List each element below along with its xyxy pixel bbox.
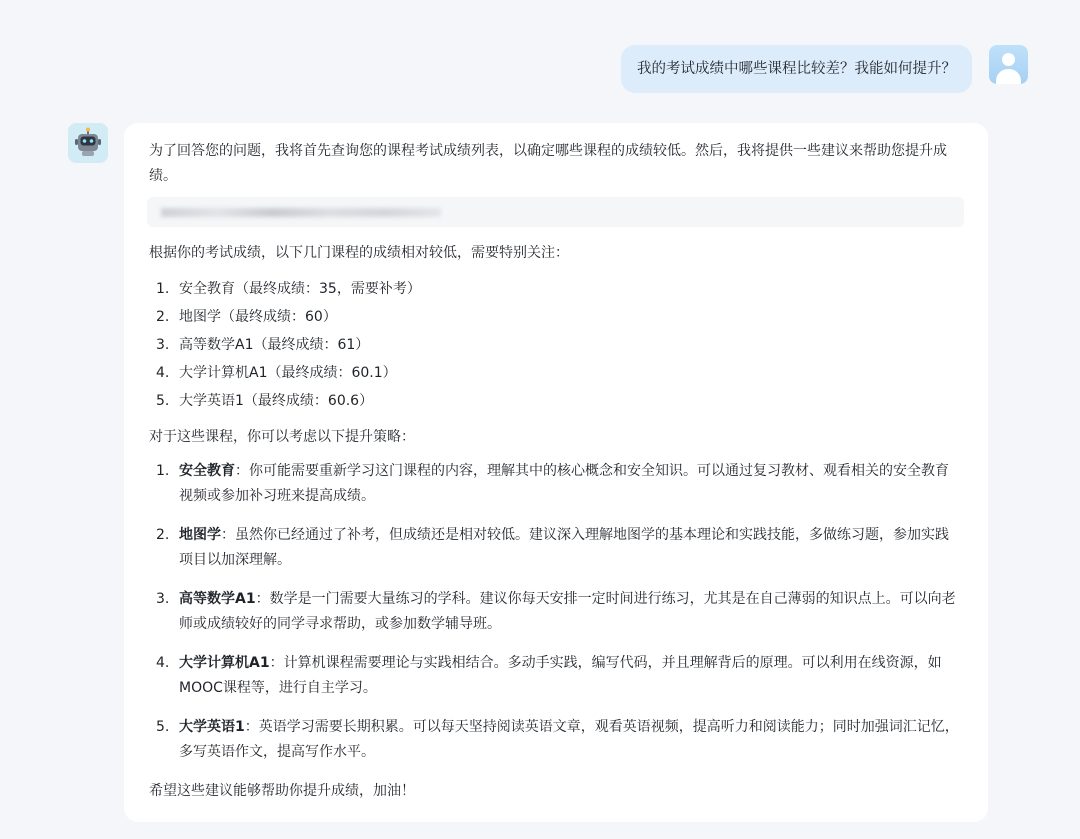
- list-item: 5. 大学英语1：英语学习需要长期积累。可以每天坚持阅读英语文章，观看英语视频，提高听力和阅读能力；同时加强词汇记忆，多写英语作文，提高写作水平。: [156, 719, 959, 760]
- list-item: 2. 地图学：虽然你已经通过了补考，但成绩还是相对较低。建议深入理解地图学的基本理论和实践技能，多做练习题，参加实践项目以加深理解。: [156, 527, 949, 568]
- list-item: 3. 高等数学A1：数学是一门需要大量练习的学科。建议你每天安排一定时间进行练习，尤其是在自己薄弱的知识点上。可以向老师或成绩较好的同学寻求帮助，或参加数学辅导班。: [156, 591, 956, 632]
- summary-heading: 根据你的考试成绩，以下几门课程的成绩相对较低，需要特别关注：: [149, 245, 569, 261]
- assistant-message-card: [124, 123, 988, 822]
- list-item: 1. 安全教育（最终成绩：35，需要补考）: [156, 281, 421, 297]
- user-message-row: [621, 45, 1028, 93]
- robot-icon: [68, 123, 108, 163]
- list-item: 4. 大学计算机A1（最终成绩：60.1）: [156, 365, 397, 381]
- tool-call-bar[interactable]: [147, 197, 964, 227]
- blurred-tool-call-text: [161, 208, 441, 217]
- strategy-heading: 对于这些课程，你可以考虑以下提升策略：: [149, 429, 415, 445]
- low-course-list: [149, 275, 962, 415]
- assistant-intro: 为了回答您的问题，我将首先查询您的课程考试成绩列表，以确定哪些课程的成绩较低。然后，我将提供一些建议来帮助您提升成绩。: [149, 143, 947, 184]
- list-item: 3. 高等数学A1（最终成绩：61）: [156, 337, 370, 353]
- user-message-bubble: 我的考试成绩中哪些课程比较差？我能如何提升？: [621, 45, 972, 93]
- list-item: 4. 大学计算机A1：计算机课程需要理论与实践相结合。多动手实践，编写代码，并且理解背后的原理。可以利用在线资源，如MOOC课程等，进行自主学习。: [156, 655, 942, 696]
- strategy-list: [149, 459, 962, 765]
- list-item: 2. 地图学（最终成绩：60）: [156, 309, 337, 325]
- list-item: 5. 大学英语1（最终成绩：60.6）: [156, 393, 374, 409]
- assistant-closing: 希望这些建议能够帮助你提升成绩，加油！: [149, 783, 415, 799]
- list-item: 1. 安全教育：你可能需要重新学习这门课程的内容，理解其中的核心概念和安全知识。可以通过复习教材、观看相关的安全教育视频或参加补习班来提高成绩。: [156, 463, 949, 504]
- user-avatar-icon: [989, 45, 1028, 84]
